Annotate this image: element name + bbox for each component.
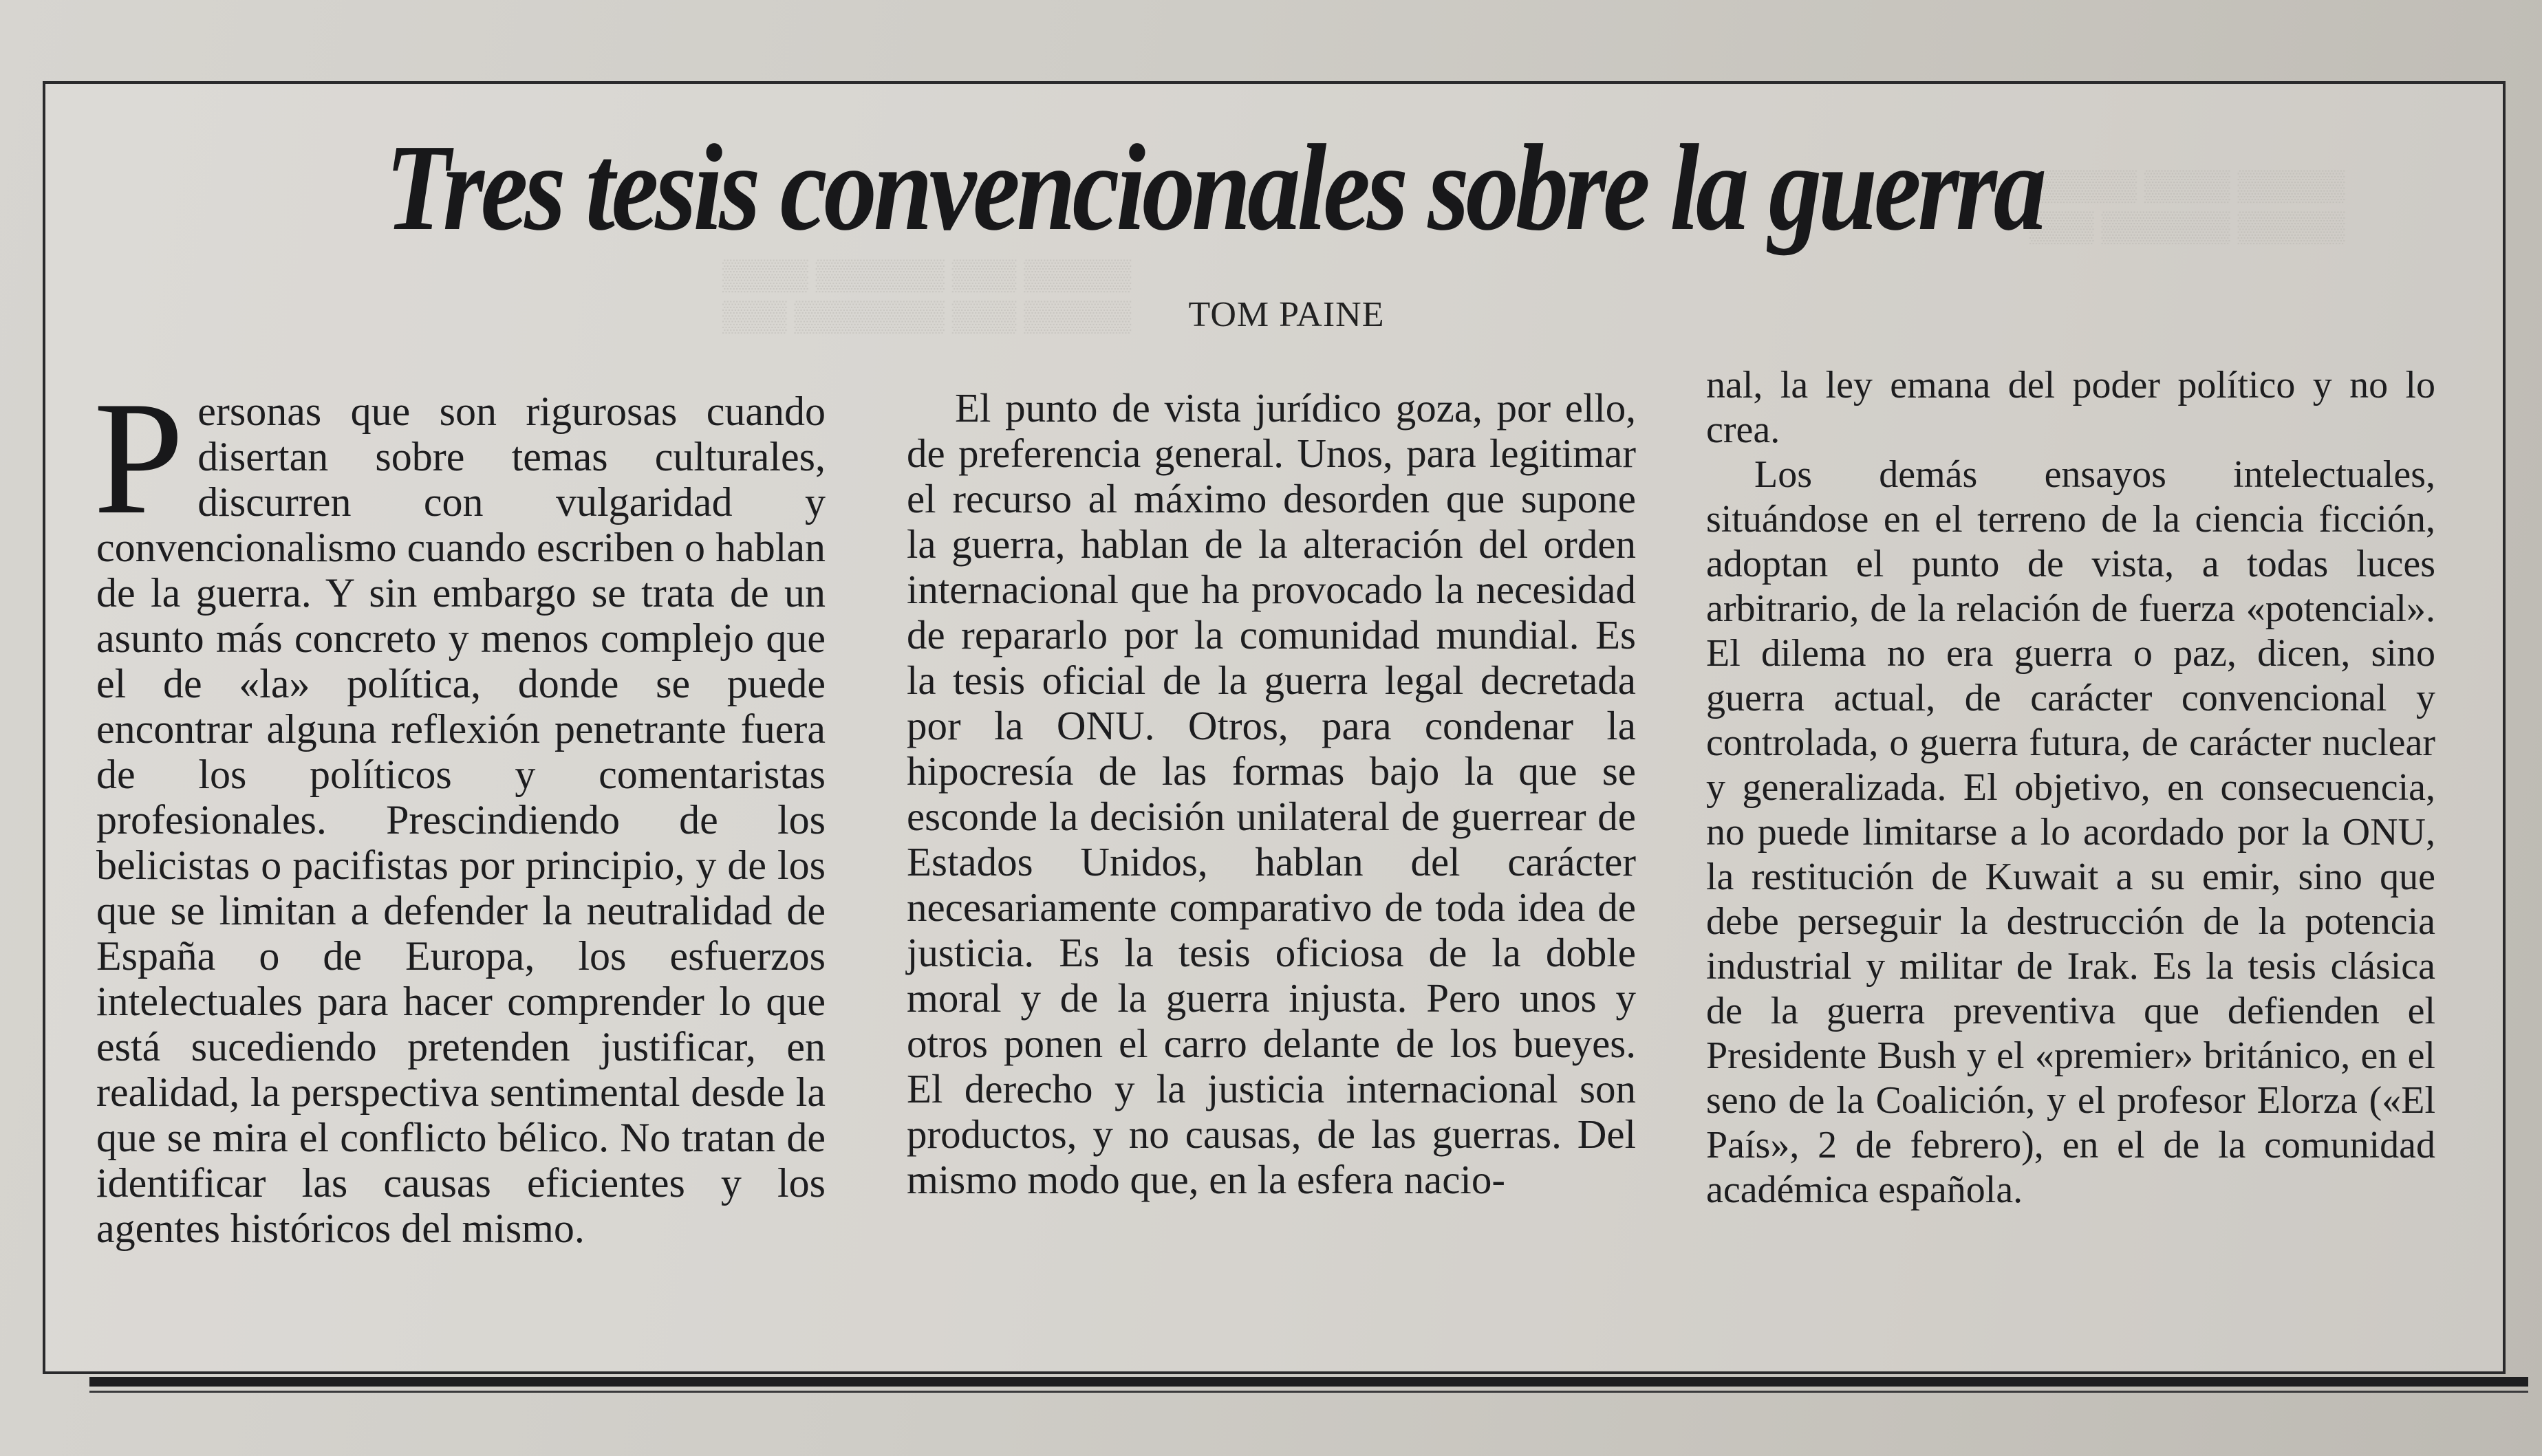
bleed-through-text: ▒▒▒ ▒▒▒▒▒▒▒ ▒▒▒ ▒▒▒▒▒	[722, 299, 1132, 333]
drop-cap: P	[94, 369, 184, 548]
bottom-rule-thin	[89, 1391, 2528, 1393]
bottom-rule	[89, 1377, 2528, 1387]
paragraph: nal, la ley emana del poder político y no lo crea.	[1706, 364, 2435, 451]
paragraph-text: ersonas que son rigurosas cuando disertan sobre temas culturales, discurren con vulgaridad y convencionalismo cuando escriben o hablan de la guerra. Y sin embargo se trata de un asunto más concreto y menos complejo que el de «la» política, donde se puede encontrar alguna reflexión penetrante fuera de los políticos y comentaristas profesionales. Prescindiendo de los belicistas o pacifistas por principio, y de los que se limitan a defender la neutralidad de España o de Europa, los esfuerzos intelectuales para hacer comprender lo que está sucediendo pretenden justificar, en realidad, la perspectiva sentimental desde la que se mira el conflicto bélico. No tratan de identificar las causas eficientes y los agentes históricos del mismo.	[96, 389, 826, 1251]
bleed-through-text: ▒▒▒▒▒ ▒▒▒▒ ▒▒▒▒▒	[2029, 169, 2345, 202]
article-headline: Tres tesis convencionales sobre la guerra	[385, 119, 2043, 256]
paragraph: El punto de vista jurídico goza, por ello, de preferencia general. Unos, para legitimar el recurso al máximo desorden que supone la guerra, hablan de la alteración del orden internacional que ha provocado la necesidad de repararlo por la comunidad mundial. Es la tesis oficial de la guerra legal decretada por la ONU. Otros, para condenar la hipocresía de las formas bajo la que se esconde la decisión unilateral de guerrear de Estados Unidos, hablan del carácter necesariamente comparativo de toda idea de justicia. Es la tesis oficiosa de la doble moral y de la guerra injusta. Pero unos y otros ponen el carro delante de los bueyes. El derecho y la justicia internacional son productos, y no causas, de las guerras. Del mismo modo que, en la esfera nacio-	[907, 385, 1636, 1202]
bleed-through-text: ▒▒▒ ▒▒▒▒▒▒ ▒▒▒▒▒	[2029, 210, 2345, 243]
article-column-3	[1706, 363, 2435, 1213]
bleed-through-text: ▒▒▒▒ ▒▒▒▒▒▒ ▒▒▒ ▒▒▒▒▒	[722, 258, 1132, 292]
article-byline: TOM PAINE	[1188, 295, 1385, 334]
article-column-2	[907, 385, 1636, 1202]
paragraph: Los demás ensayos intelectuales, situándose en el terreno de la ciencia ficción, adoptan el punto de vista, a todas luces arbitrario, de la relación de fuerza «potencial». El dilema no era guerra o paz, dicen, sino guerra actual, de carácter convencional y controlada, o guerra futura, de carácter nuclear y generalizada. El objetivo, en consecuencia, no puede limitarse a lo acordado por la ONU, la restitución de Kuwait a su emir, sino que debe perseguir la destrucción de la potencia industrial y militar de Irak. Es la tesis clásica de la guerra preventiva que defienden el Presidente Bush y el «premier» británico, en el seno de la Coalición, y el profesor Elorza («El País», 2 de febrero), en el de la comunidad académica española.	[1706, 453, 2435, 1211]
paragraph	[94, 369, 826, 1251]
article-column-1	[94, 369, 826, 1251]
